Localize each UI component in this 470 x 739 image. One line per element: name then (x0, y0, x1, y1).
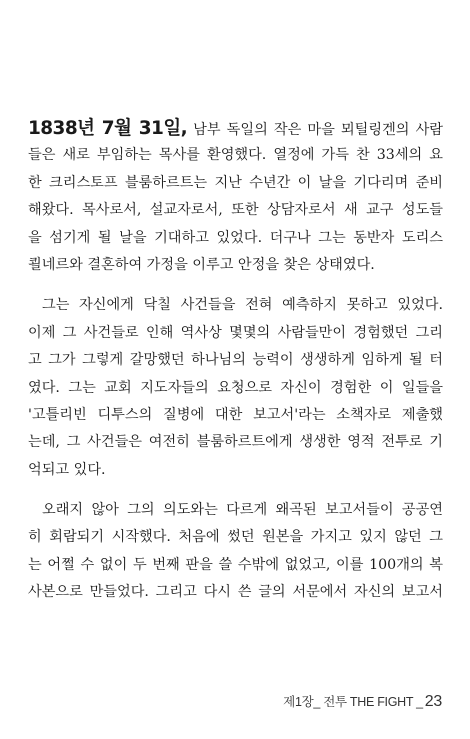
text-line-15: 히 회람되기 시작했다. 처음에 썼던 원본을 가지고 있지 않던 그 (28, 529, 443, 546)
text-line-14: 오래지 않아 그의 의도와는 다르게 왜곡된 보고서들이 공공연 (42, 502, 443, 519)
text-line-12: 는데, 그 사건들은 여전히 블룸하르트에게 생생한 영적 전투로 기 (28, 434, 443, 451)
text-line-7: 그는 자신에게 닥칠 사건들을 전혀 예측하지 못하고 있었다. (42, 297, 443, 314)
text-line-1 (28, 115, 443, 142)
page-number: 23 (424, 693, 442, 710)
date-lead: 1838년 7월 31일, (28, 118, 188, 139)
text-line-4: 해왔다. 목사로서, 설교자로서, 또한 상담자로서 새 교구 성도들 (28, 202, 443, 219)
text-line-11: '고틀리빈 디투스의 질병에 대한 보고서'라는 소책자로 제출했 (28, 406, 443, 423)
text-line-9: 고 그가 그렇게 갈망했던 하나님의 능력이 생생하게 임하게 될 터 (28, 352, 443, 369)
text-line-2: 들은 새로 부임하는 목사를 환영했다. 열정에 가득 찬 33세의 요 (28, 147, 443, 164)
text-line-8: 이제 그 사건들로 인해 역사상 몇몇의 사람들만이 경험했던 그리 (28, 324, 443, 341)
text-line-16: 는 어쩔 수 없이 두 번째 판을 쓸 수밖에 없었고, 이를 100개의 복 (28, 556, 443, 573)
text-line-5: 을 섬기게 될 날을 기대하고 있었다. 더구나 그는 동반자 도리스 (28, 229, 443, 246)
page-footer (283, 692, 442, 711)
paragraph-gap (28, 279, 443, 292)
text-line-13: 억되고 있다. (28, 461, 106, 478)
text-line-6: 쾰네르와 결혼하여 가정을 이루고 안정을 찾은 상태였다. (28, 256, 375, 273)
paragraph-gap (28, 484, 443, 497)
text-line-10: 였다. 그는 교회 지도자들의 요청으로 자신이 경험한 이 일들을 (28, 379, 443, 396)
text-line-1-rest: 남부 독일의 작은 마을 뫼틸링겐의 사람 (187, 122, 443, 138)
chapter-label: 제1장_ 전투 THE FIGHT _ (283, 695, 423, 709)
body-text (28, 115, 443, 607)
text-line-3: 한 크리스토프 블룸하르트는 지난 수년간 이 날을 기다리며 준비 (28, 174, 443, 191)
text-line-17: 사본으로 만들었다. 그리고 다시 쓴 글의 서문에서 자신의 보고서 (28, 584, 443, 601)
